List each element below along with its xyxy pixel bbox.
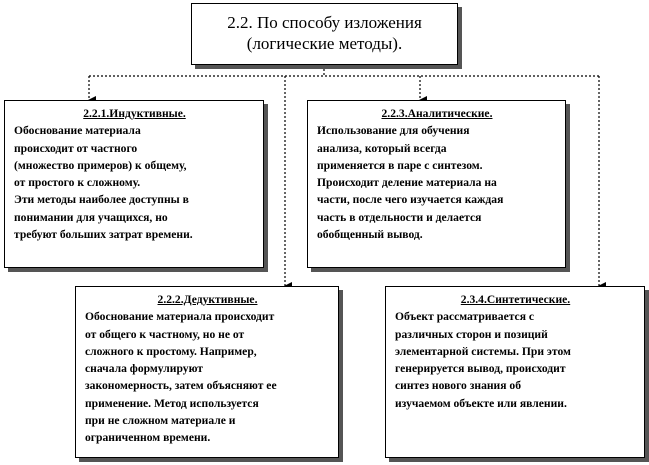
text-line: применяется в паре с синтезом. — [317, 158, 483, 172]
text-line: сначала формулируют — [85, 362, 203, 376]
text-line: применение. Метод используется — [85, 396, 259, 410]
text-line: происходит от частного — [14, 141, 138, 155]
synthetic-title: 2.3.4.Синтетические. — [460, 293, 571, 306]
text-line: (множество примеров) к общему, — [14, 158, 187, 172]
text-line: Использование для обучения — [317, 124, 470, 138]
text-line: ограниченном времени. — [85, 431, 211, 445]
deductive-methods-box — [75, 286, 339, 458]
text-line: сложного к простому. Например, — [85, 344, 257, 358]
text-line: анализа, который всегда — [317, 141, 447, 155]
text-line: различных сторон и позиций — [395, 327, 548, 341]
text-line: Объект рассматривается с — [395, 310, 535, 324]
analytic-methods-box — [307, 100, 566, 268]
text-line: части, после чего изучается каждая — [317, 193, 504, 207]
title-line-2: (логические методы). — [246, 34, 403, 53]
text-line: Происходит деление материала на — [317, 176, 497, 190]
text-line: Эти методы наиболее доступны в — [14, 193, 189, 207]
text-line: от простого к сложному. — [14, 176, 141, 190]
title-box — [191, 3, 458, 65]
text-line: при не сложном материале и — [85, 414, 236, 428]
text-line: требуют больших затрат времени. — [14, 228, 193, 242]
synthetic-methods-box — [385, 286, 645, 458]
text-line: Обоснование материала происходит — [85, 310, 275, 324]
analytic-title: 2.2.3.Аналитические. — [381, 107, 493, 120]
text-line: Обоснование материала — [14, 124, 141, 138]
inductive-title: 2.2.1.Индуктивные. — [83, 107, 186, 120]
text-line: обобщенный вывод. — [317, 228, 423, 242]
text-line: элементарной системы. При этом — [395, 344, 571, 358]
text-line: от общего к частному, но не от — [85, 327, 245, 341]
deductive-title: 2.2.2.Дедуктивные. — [157, 293, 258, 306]
text-line: закономерность, затем объясняют ее — [85, 379, 277, 393]
inductive-methods-box — [4, 100, 264, 268]
text-line: часть в отдельности и делается — [317, 210, 482, 224]
text-line: изучаемом объекте или явлении. — [395, 396, 567, 410]
title-line-1: 2.2. По способу изложения — [227, 13, 422, 32]
text-line: генерируется вывод, происходит — [395, 362, 566, 376]
text-line: понимании для учащихся, но — [14, 210, 168, 224]
text-line: синтез нового знания об — [395, 379, 522, 393]
